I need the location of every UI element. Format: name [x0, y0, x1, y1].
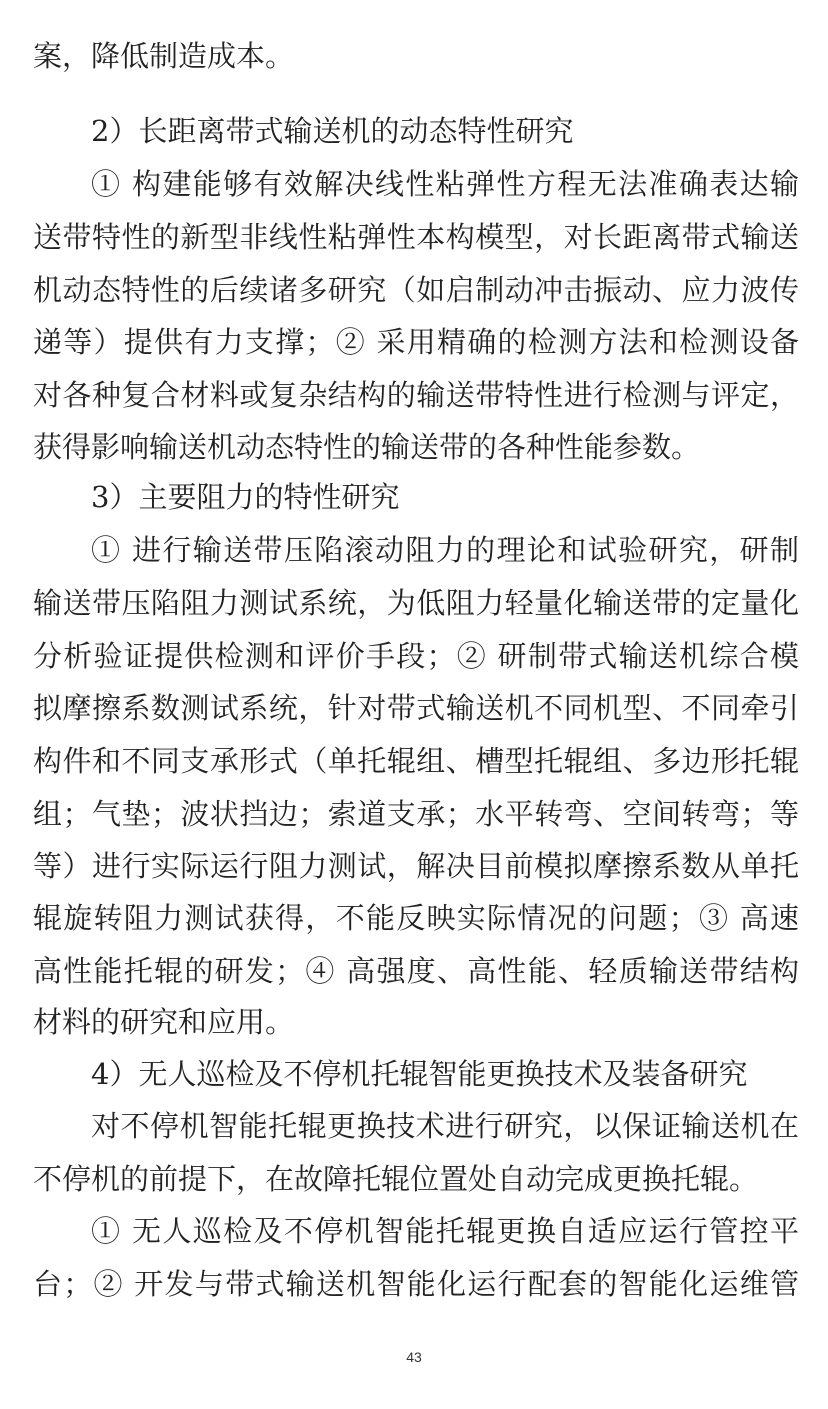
text-line: 组；气垫；波状挡边；索道支承；水平转弯、空间转弯；等: [33, 797, 799, 831]
text-line: ① 构建能够有效解决线性粘弹性方程无法准确表达输: [91, 167, 799, 201]
section-heading: 4）无人巡检及不停机托辊智能更换技术及装备研究: [91, 1057, 748, 1091]
page-number: 43: [406, 1349, 422, 1365]
text-line: 辊旋转阻力测试获得，不能反映实际情况的问题；③ 高速: [33, 901, 799, 935]
text-line: 构件和不同支承形式（单托辊组、槽型托辊组、多边形托辊: [33, 744, 799, 778]
text-line: 分析验证提供检测和评价手段；② 研制带式输送机综合模: [33, 639, 799, 673]
text-line: 对各种复合材料或复杂结构的输送带特性进行检测与评定，: [33, 378, 799, 412]
text-line: 拟摩擦系数测试系统，针对带式输送机不同机型、不同牵引: [33, 691, 799, 725]
text-line: 获得影响输送机动态特性的输送带的各种性能参数。: [33, 430, 701, 464]
text-line: 台；② 开发与带式输送机智能化运行配套的智能化运维管: [33, 1267, 799, 1301]
text-line: 材料的研究和应用。: [33, 1005, 295, 1039]
section-heading: 3）主要阻力的特性研究: [91, 480, 400, 514]
text-line: 案，降低制造成本。: [33, 39, 295, 73]
text-line: 等）进行实际运行阻力测试，解决目前模拟摩擦系数从单托: [33, 849, 799, 883]
text-line: 高性能托辊的研发；④ 高强度、高性能、轻质输送带结构: [33, 954, 799, 988]
text-line: ① 进行输送带压陷滚动阻力的理论和试验研究，研制: [91, 533, 799, 567]
text-line: ① 无人巡检及不停机智能托辊更换自适应运行管控平: [91, 1214, 799, 1248]
text-line: 输送带压陷阻力测试系统，为低阻力轻量化输送带的定量化: [33, 586, 799, 620]
text-line: 送带特性的新型非线性粘弹性本构模型，对长距离带式输送: [33, 220, 799, 254]
text-line: 对不停机智能托辊更换技术进行研究，以保证输送机在: [91, 1109, 799, 1143]
text-line: 机动态特性的后续诸多研究（如启制动冲击振动、应力波传: [33, 273, 799, 307]
text-line: 不停机的前提下，在故障托辊位置处自动完成更换托辊。: [33, 1162, 759, 1196]
text-line: 递等）提供有力支撑；② 采用精确的检测方法和检测设备: [33, 325, 799, 359]
section-heading: 2）长距离带式输送机的动态特性研究: [91, 114, 574, 148]
